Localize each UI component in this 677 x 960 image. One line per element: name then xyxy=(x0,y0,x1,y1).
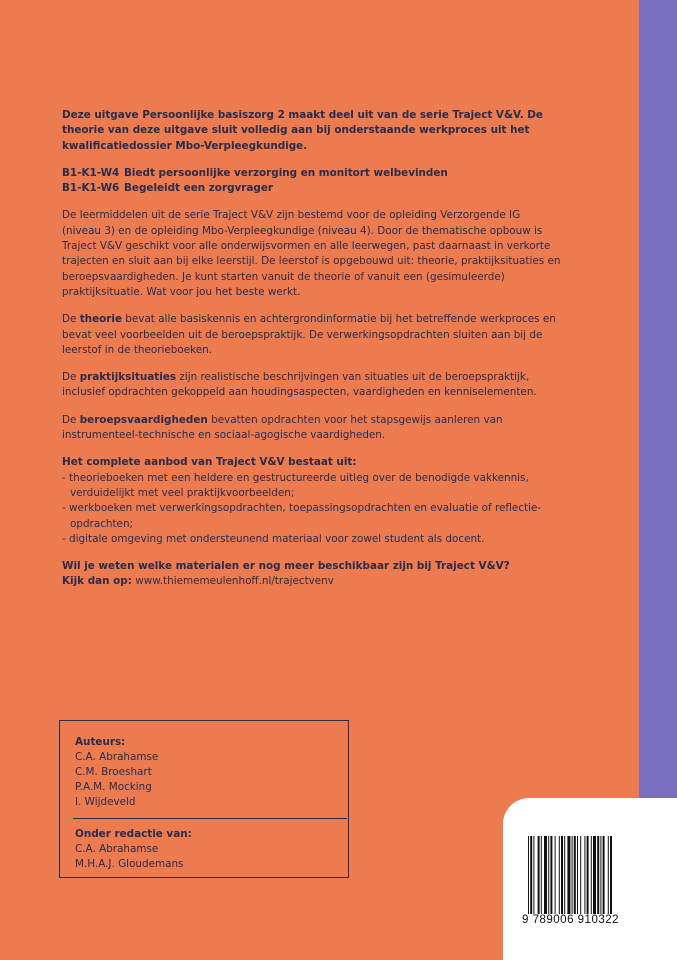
more-info xyxy=(62,559,562,590)
praktijk-pre: De xyxy=(62,371,80,384)
praktijk-text: zijn realistische beschrijvingen van situaties uit de beroepspraktijk, inclusief opdrachten gekoppeld aan houdingsaspecten, vaardigheden en kenniselementen. xyxy=(62,371,537,399)
beroeps-pre: De xyxy=(62,413,80,426)
theorie-term: theorie xyxy=(79,313,122,326)
praktijk-term: praktijksituaties xyxy=(79,371,177,384)
website-url: www.thiememeulenhoff.nl/trajectvenv xyxy=(135,575,334,588)
blurb xyxy=(62,108,562,590)
leermiddelen-paragraph: De leermiddelen uit de serie Traject V&V zijn bestemd voor de opleiding Verzorgende IG (niveau 3) en de opleiding Mbo-Verpleegkundige (niveau 4). Door de thematische opbouw is Traject V&V geschikt voor alle onderwijsvormen en alle leerwegen, past daarnaast in verkorte trajecten en sluit aan bij elke leerstijl. De leerstof is opgebouwd uit: theorie, praktijksituaties en beroepsvaardigheden. Je kunt starten vanuit de theorie of vanuit een (gesimuleerde) praktijksituatie. Wat voor jou het beste werkt. xyxy=(62,209,561,298)
kijk-label: Kijk dan op: xyxy=(62,575,132,588)
credits-divider xyxy=(73,818,347,819)
werkproces-label: Biedt persoonlijke verzorging en monitort welbevinden xyxy=(124,166,448,179)
beroeps-term: beroepsvaardigheden xyxy=(79,413,208,426)
isbn-digits: 9 789006 910322 xyxy=(522,914,620,926)
author-name: P.A.M. Mocking xyxy=(75,781,152,793)
werkproces-list xyxy=(62,166,562,197)
editor-name: M.H.A.J. Gloudemans xyxy=(75,858,184,870)
werkproces-code: B1-K1-W6 xyxy=(62,182,120,195)
beroeps-text: bevatten opdrachten voor het stapsgewijs aanleren van instrumenteel-technische en sociaal-agogische vaardigheden. xyxy=(62,413,503,442)
werkproces-item xyxy=(62,181,562,196)
editors-heading: Onder redactie van: xyxy=(75,828,192,840)
aanbod-item: - theorieboeken met een heldere en gestructureerde uitleg over de benodigde vakkennis, verduidelijkt met veel praktijkvoorbeelden; xyxy=(62,471,529,499)
theorie-paragraph xyxy=(62,312,562,358)
editor-name: C.A. Abrahamse xyxy=(75,843,159,855)
author-name: C.A. Abrahamse xyxy=(75,751,159,763)
werkproces-item xyxy=(62,166,562,181)
praktijk-paragraph xyxy=(62,370,562,401)
author-name: C.M. Broeshart xyxy=(75,766,152,778)
more-info-link-row xyxy=(62,574,562,589)
credits-box xyxy=(59,720,349,878)
theorie-text: bevat alle basiskennis en achtergrondinformatie bij het betreffende werkproces en bevat veel voorbeelden uit de beroepspraktijk. De verwerkingsopdrachten sluiten aan bij de leerstof in de theorieboeken. xyxy=(62,313,556,356)
intro-paragraph: Deze uitgave Persoonlijke basiszorg 2 maakt deel uit van de serie Traject V&V. De theorie van deze uitgave sluit volledig aan bij onderstaande werkproces uit het kwalificatiedossier Mbo-Verpleegkundige. xyxy=(62,109,543,152)
beroeps-paragraph xyxy=(62,413,562,444)
aanbod-item: - digitale omgeving met ondersteunend materiaal voor zowel student als docent. xyxy=(62,532,485,545)
theorie-pre: De xyxy=(62,313,80,326)
aanbod-list xyxy=(62,471,562,547)
werkproces-code: B1-K1-W4 xyxy=(62,166,120,179)
aanbod-heading: Het complete aanbod van Traject V&V bestaat uit: xyxy=(62,456,357,469)
author-name: I. Wijdeveld xyxy=(75,796,136,808)
more-info-question: Wil je weten welke materialen er nog meer beschikbaar zijn bij Traject V&V? xyxy=(62,560,510,573)
barcode-icon xyxy=(528,836,646,914)
werkproces-label: Begeleidt een zorgvrager xyxy=(124,182,274,195)
aanbod-item: - werkboeken met verwerkingsopdrachten, toepassingsopdrachten en evaluatie of reflectie-opdrachten; xyxy=(62,502,542,530)
authors-heading: Auteurs: xyxy=(75,736,126,748)
aanbod-section xyxy=(62,455,562,547)
